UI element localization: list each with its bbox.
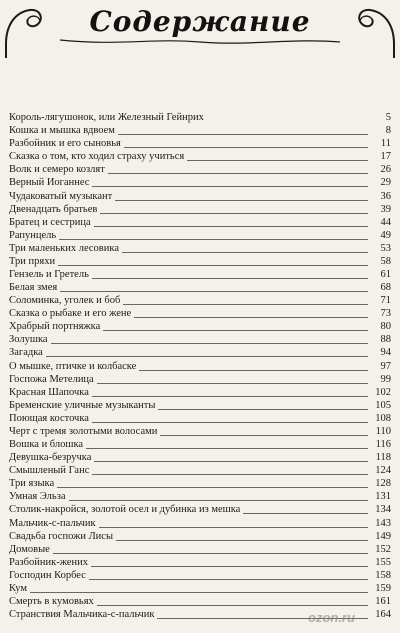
toc-leader-line	[92, 395, 368, 397]
toc-entry-title: Столик-накройся, золотой осел и дубинка из мешка	[9, 504, 241, 516]
toc-leader-line	[59, 238, 368, 240]
toc-entry-title: Вошка и блошка	[9, 439, 84, 451]
toc-entry	[9, 451, 391, 464]
toc-entry-title: Кум	[9, 582, 27, 594]
toc-leader-line	[69, 499, 368, 501]
toc-entry-page: 71	[380, 295, 391, 307]
toc-entry-title: Храбрый портняжка	[9, 321, 101, 333]
toc-entry-title: Смышленый Ганс	[9, 465, 90, 477]
toc-leader-line	[160, 434, 368, 436]
toc-entry	[9, 464, 391, 477]
toc-entry	[9, 543, 391, 556]
toc-leader-line	[92, 473, 368, 475]
toc-leader-line	[89, 578, 368, 580]
toc-entry	[9, 477, 391, 490]
toc-leader-line	[158, 408, 368, 410]
toc-leader-line	[134, 316, 368, 318]
toc-entry	[9, 229, 391, 242]
toc-entry	[9, 569, 391, 582]
toc-leader-line	[118, 133, 368, 135]
toc-leader-line	[92, 185, 368, 187]
toc-entry-title: Госпожа Метелица	[9, 373, 94, 385]
toc-entry-title: Сказка о рыбаке и его жене	[9, 308, 132, 320]
toc-leader-line	[91, 565, 368, 567]
toc-entry	[9, 124, 391, 137]
toc-entry	[9, 373, 391, 386]
toc-entry-page: 29	[380, 177, 391, 189]
toc-entry-title: Разбойник-жених	[9, 556, 88, 568]
toc-entry-page: 44	[380, 216, 391, 228]
toc-entry	[9, 320, 391, 333]
toc-entry-page: 73	[380, 308, 391, 320]
toc-entry	[9, 438, 391, 451]
toc-entry	[9, 111, 391, 124]
toc-entry	[9, 150, 391, 163]
toc-entry-page: 61	[380, 269, 391, 281]
toc-entry	[9, 255, 391, 268]
toc-entry-title: Красная Шапочка	[9, 386, 89, 398]
toc-entry-title: Три языка	[9, 478, 55, 490]
toc-entry	[9, 425, 391, 438]
toc-entry-title: Три пряхи	[9, 255, 56, 267]
table-of-contents	[9, 111, 391, 621]
toc-entry-title: Черт с тремя золотыми волосами	[9, 425, 158, 437]
toc-entry	[9, 530, 391, 543]
toc-entry	[9, 595, 391, 608]
toc-entry-title: Странствия Мальчика-с-пальчик	[9, 609, 155, 621]
toc-leader-line	[123, 303, 368, 305]
toc-leader-line	[187, 159, 368, 161]
toc-leader-line	[94, 460, 368, 462]
toc-entry	[9, 268, 391, 281]
toc-leader-line	[86, 447, 368, 449]
toc-entry	[9, 137, 391, 150]
toc-entry-page: 68	[380, 282, 391, 294]
toc-entry-page: 5	[385, 112, 391, 124]
toc-entry-title: Золушка	[9, 334, 48, 346]
toc-entry-title: Умная Эльза	[9, 491, 66, 503]
toc-entry-title: Рапунцель	[9, 229, 57, 241]
toc-entry-page: 49	[380, 229, 391, 241]
toc-entry-page: 94	[380, 347, 391, 359]
toc-entry-title: Бременские уличные музыканты	[9, 399, 156, 411]
toc-entry	[9, 203, 391, 216]
toc-entry-title: Братец и сестрица	[9, 216, 91, 228]
toc-leader-line	[99, 526, 368, 528]
toc-entry-title: Двенадцать братьев	[9, 203, 98, 215]
toc-entry-title: Гензель и Гретель	[9, 269, 89, 281]
toc-entry-title: Загадка	[9, 347, 43, 359]
toc-entry	[9, 490, 391, 503]
toc-entry	[9, 242, 391, 255]
page-title: Содержание	[89, 5, 311, 38]
toc-entry-page: 97	[380, 360, 391, 372]
toc-entry-page: 17	[380, 151, 391, 163]
toc-entry-page: 149	[375, 530, 391, 542]
watermark: ozon.ru	[308, 610, 355, 625]
toc-leader-line	[103, 329, 368, 331]
toc-leader-line	[108, 172, 368, 174]
toc-entry	[9, 556, 391, 569]
toc-leader-line	[92, 421, 368, 423]
toc-entry-page: 39	[380, 203, 391, 215]
toc-entry	[9, 386, 391, 399]
toc-entry-title: О мышке, птичке и колбаске	[9, 360, 137, 372]
toc-entry-page: 58	[380, 255, 391, 267]
toc-entry-page: 88	[380, 334, 391, 346]
toc-leader-line	[124, 146, 368, 148]
toc-entry-page: 108	[375, 412, 391, 424]
toc-leader-line	[122, 251, 368, 253]
toc-entry-page: 118	[375, 452, 391, 464]
toc-entry	[9, 359, 391, 372]
toc-entry-page: 26	[380, 164, 391, 176]
toc-entry-page: 158	[375, 569, 391, 581]
toc-entry-page: 53	[380, 242, 391, 254]
toc-entry-title: Верный Иоганнес	[9, 177, 90, 189]
toc-entry	[9, 216, 391, 229]
toc-entry-title: Волк и семеро козлят	[9, 164, 105, 176]
toc-entry-title: Господин Корбес	[9, 569, 86, 581]
toc-entry-page: 11	[380, 138, 391, 150]
toc-entry	[9, 294, 391, 307]
toc-entry-page: 8	[385, 125, 391, 137]
toc-entry-page: 116	[375, 439, 391, 451]
toc-leader-line	[115, 199, 368, 201]
header-banner	[0, 0, 400, 62]
toc-leader-line	[46, 355, 368, 357]
toc-leader-line	[51, 342, 368, 344]
toc-entry	[9, 412, 391, 425]
toc-leader-line	[94, 225, 368, 227]
toc-leader-line	[116, 539, 368, 541]
toc-entry-page: 124	[375, 465, 391, 477]
toc-entry-page: 102	[375, 386, 391, 398]
toc-entry-page: 99	[380, 373, 391, 385]
toc-entry	[9, 333, 391, 346]
toc-leader-line	[97, 382, 368, 384]
toc-leader-line	[207, 121, 368, 122]
toc-entry-page: 80	[380, 321, 391, 333]
toc-entry	[9, 163, 391, 176]
toc-entry	[9, 582, 391, 595]
toc-entry-title: Сказка о том, кто ходил страху учиться	[9, 151, 185, 163]
toc-leader-line	[97, 604, 368, 606]
toc-entry-page: 131	[375, 491, 391, 503]
toc-entry-title: Кошка и мышка вдвоем	[9, 125, 115, 137]
toc-entry	[9, 176, 391, 189]
toc-entry	[9, 399, 391, 412]
toc-entry-title: Соломинка, уголек и боб	[9, 295, 121, 307]
toc-entry-title: Девушка-безручка	[9, 452, 92, 464]
toc-entry-page: 143	[375, 517, 391, 529]
toc-entry-title: Король-лягушонок, или Железный Гейнрих	[9, 112, 204, 124]
toc-entry	[9, 346, 391, 359]
toc-entry	[9, 307, 391, 320]
toc-entry-page: 105	[375, 399, 391, 411]
toc-entry-page: 159	[375, 582, 391, 594]
toc-leader-line	[100, 212, 368, 214]
toc-entry-page: 152	[375, 543, 391, 555]
toc-leader-line	[92, 277, 368, 279]
toc-leader-line	[139, 369, 368, 371]
toc-leader-line	[53, 552, 368, 554]
toc-entry-title: Три маленьких лесовика	[9, 242, 119, 254]
toc-entry-title: Разбойник и его сыновья	[9, 138, 121, 150]
toc-entry-title: Домовые	[9, 543, 50, 555]
toc-leader-line	[30, 591, 368, 593]
toc-entry-title: Чудаковатый музыкант	[9, 190, 113, 202]
toc-leader-line	[243, 512, 368, 514]
toc-entry-title: Поющая косточка	[9, 412, 89, 424]
toc-entry-page: 164	[375, 609, 391, 621]
toc-leader-line	[58, 264, 368, 266]
toc-entry	[9, 281, 391, 294]
toc-leader-line	[60, 290, 368, 292]
toc-entry-page: 161	[375, 595, 391, 607]
toc-entry-page: 128	[375, 478, 391, 490]
toc-entry-page: 155	[375, 556, 391, 568]
toc-entry-page: 134	[375, 504, 391, 516]
toc-entry-page: 36	[380, 190, 391, 202]
toc-entry	[9, 503, 391, 516]
toc-leader-line	[57, 486, 368, 488]
toc-entry	[9, 189, 391, 202]
toc-entry	[9, 516, 391, 529]
toc-entry-title: Белая змея	[9, 282, 58, 294]
toc-entry-title: Смерть в кумовьях	[9, 595, 94, 607]
toc-entry-title: Свадьба госпожи Лисы	[9, 530, 114, 542]
toc-entry-page: 110	[375, 425, 391, 437]
toc-entry-title: Мальчик-с-пальчик	[9, 517, 96, 529]
